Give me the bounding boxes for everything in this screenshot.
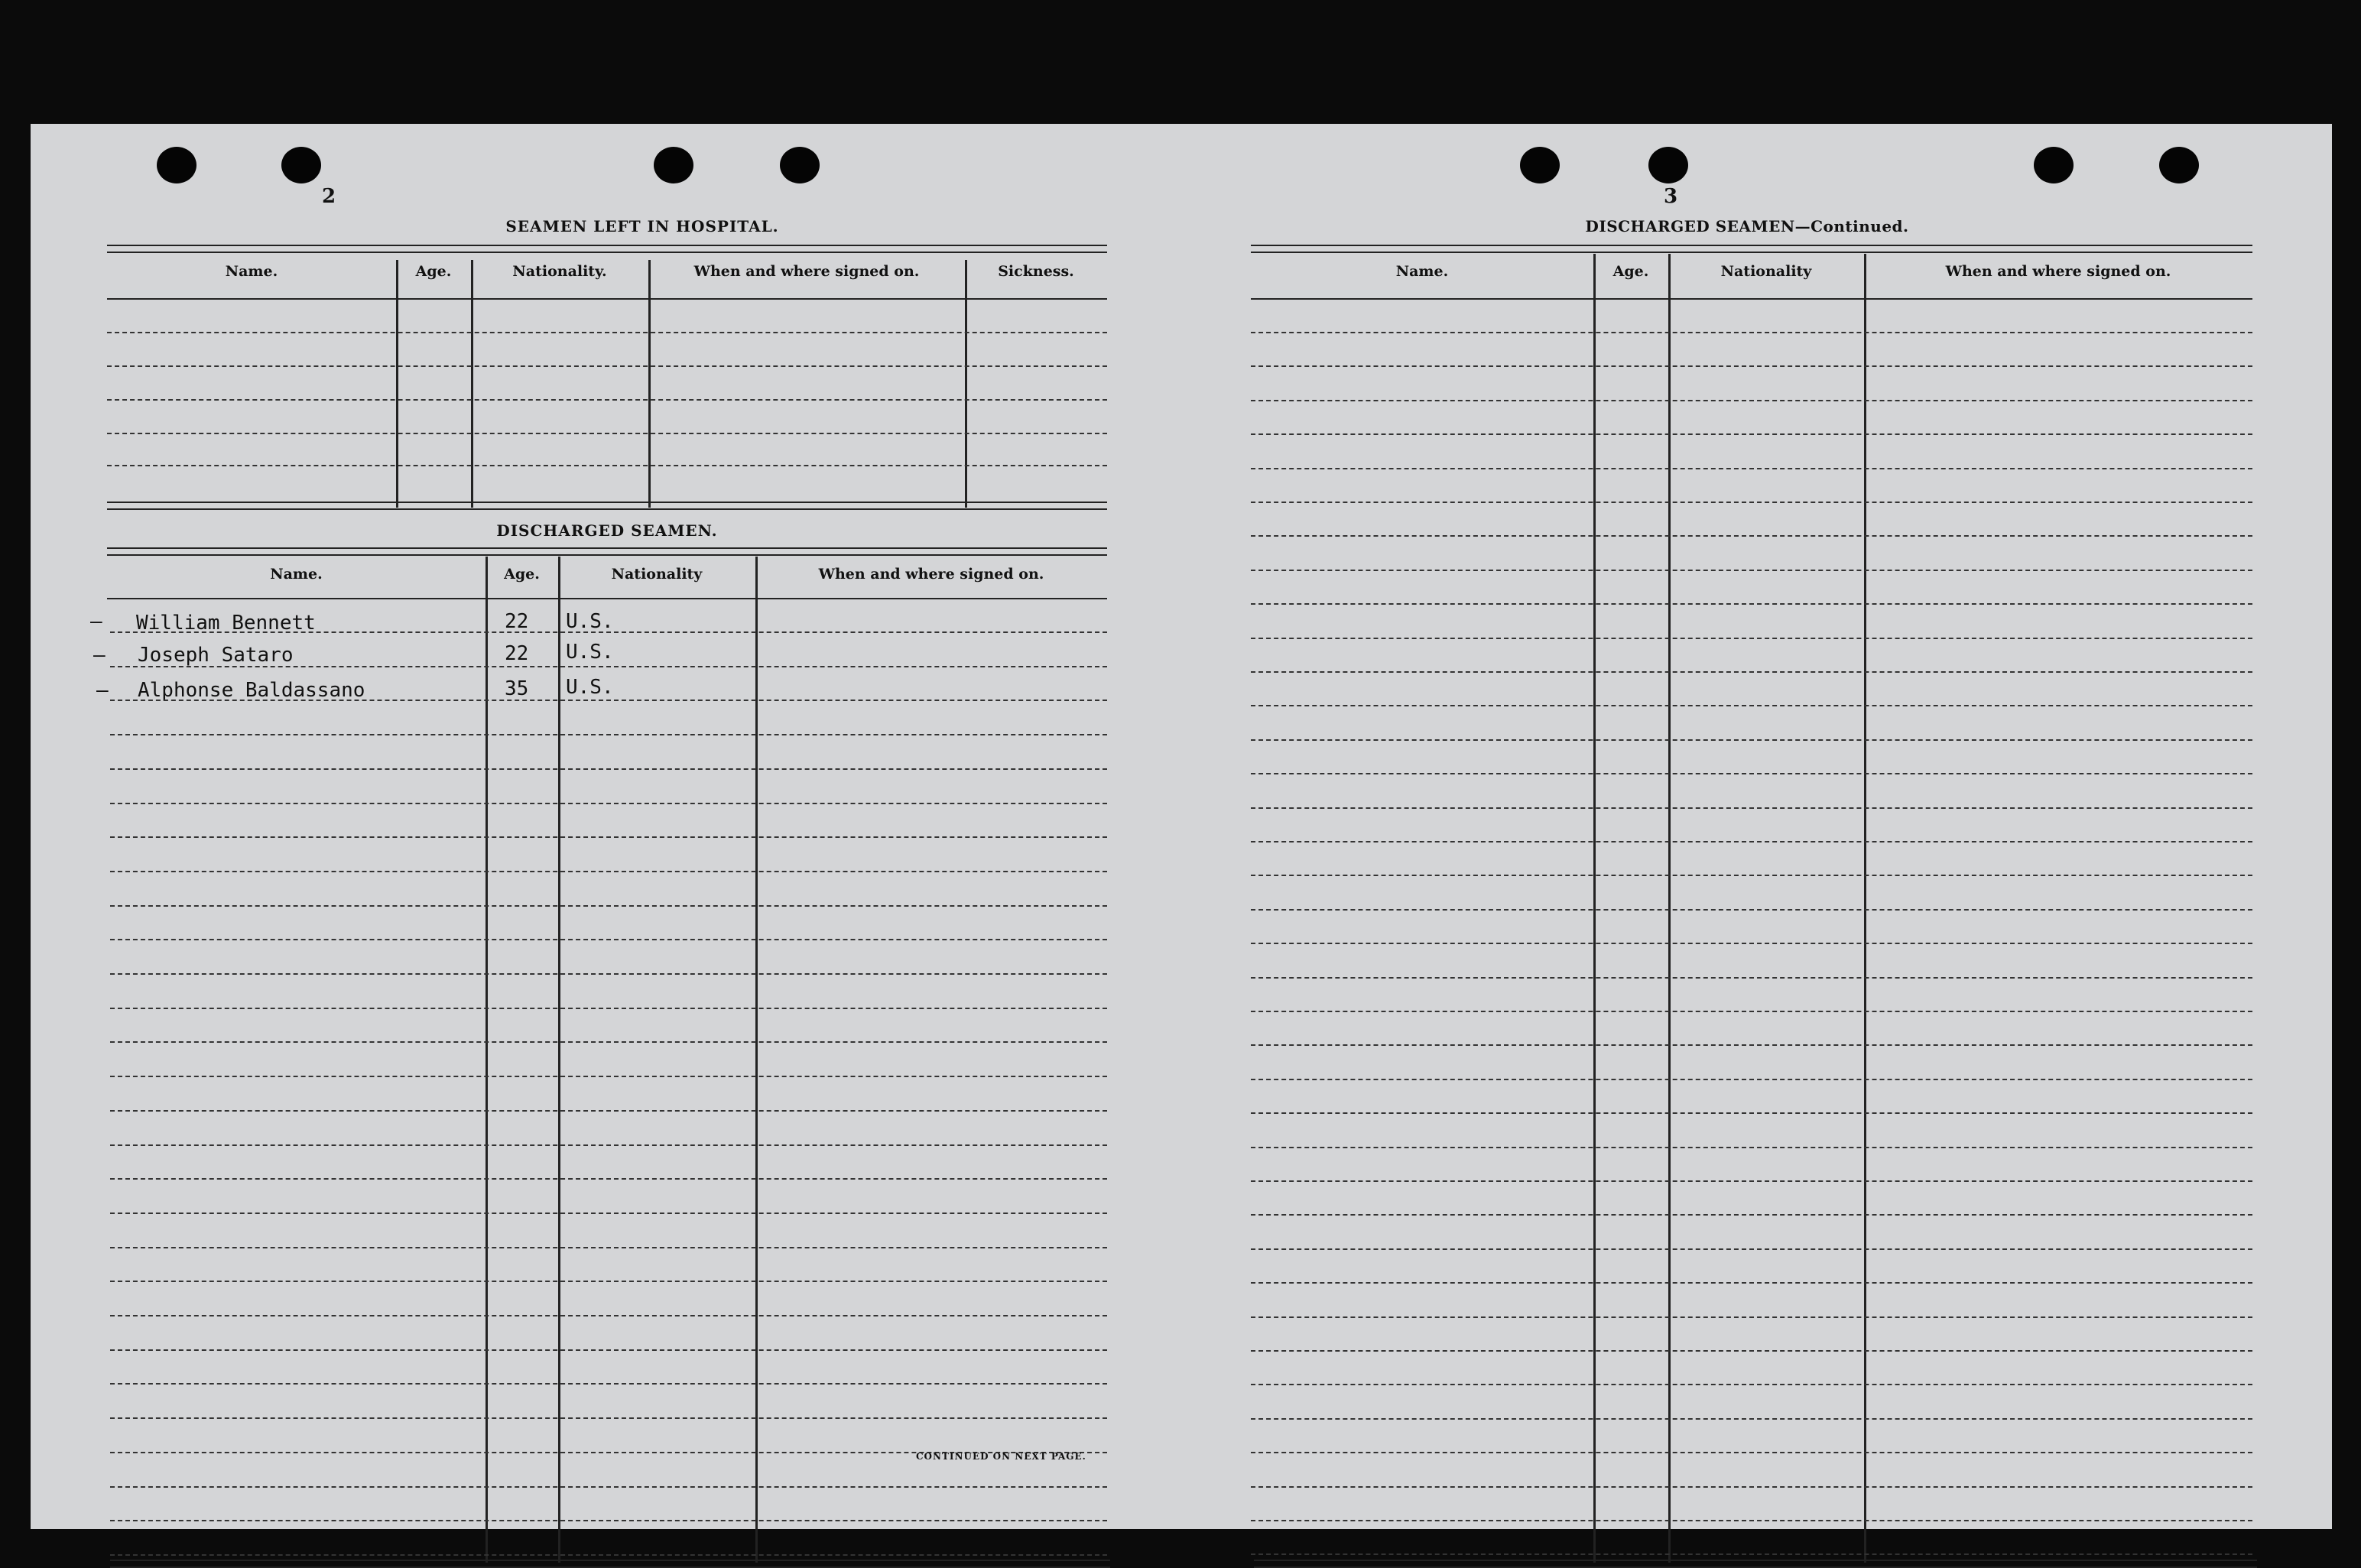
row-line (110, 631, 1107, 633)
header-rule (1251, 298, 2252, 300)
row-line (1251, 977, 2252, 979)
row-line (1251, 1350, 2252, 1352)
row-line (1251, 807, 2252, 809)
row-line (1251, 1214, 2252, 1216)
row-line (110, 1178, 1107, 1180)
row-line (110, 1417, 1107, 1419)
row-line (110, 1349, 1107, 1351)
row-line (110, 1247, 1107, 1248)
punch-hole (1520, 147, 1560, 183)
row-line (110, 836, 1107, 838)
table-bottom-rule (110, 1560, 1110, 1568)
row-line (110, 666, 1107, 667)
row-line (1251, 1452, 2252, 1453)
header-rule (107, 598, 1107, 599)
punch-hole (157, 147, 196, 183)
row-line (1251, 1180, 2252, 1182)
row-line (1251, 535, 2252, 537)
seaman-name: Alphonse Baldassano (138, 679, 365, 702)
page-number: 2 (321, 185, 336, 208)
row-line (1251, 1418, 2252, 1420)
col-header-signed-on: When and where signed on. (1945, 263, 2171, 280)
row-line (1251, 1553, 2252, 1555)
column-divider (755, 557, 758, 1563)
row-line (1251, 875, 2252, 876)
row-line (1251, 365, 2252, 367)
table-bottom-rule (1254, 1560, 2257, 1568)
row-line (1251, 1384, 2252, 1385)
col-header-sickness: Sickness. (998, 263, 1074, 280)
row-line (110, 1486, 1107, 1488)
hospital-section-title: SEAMEN LEFT IN HOSPITAL. (505, 217, 779, 235)
row-mark: — (90, 610, 102, 633)
row-line (110, 939, 1107, 940)
row-line (110, 871, 1107, 872)
column-divider (486, 557, 488, 1563)
row-line (110, 803, 1107, 804)
row-line (1251, 502, 2252, 503)
col-header-name: Name. (270, 566, 323, 583)
col-header-name: Name. (225, 263, 278, 280)
row-line (1251, 1044, 2252, 1046)
row-line (1251, 943, 2252, 944)
discharged-continued-title: DISCHARGED SEAMEN—Continued. (1585, 217, 1909, 235)
punch-hole (281, 147, 321, 183)
punch-hole (780, 147, 820, 183)
row-mark: — (93, 644, 106, 667)
document-sheet (31, 124, 2332, 1529)
row-line (110, 1383, 1107, 1385)
seaman-nationality: U.S. (566, 676, 614, 699)
seaman-age: 35 (505, 677, 529, 700)
row-line (1251, 909, 2252, 911)
row-line (110, 973, 1107, 975)
row-line (1251, 705, 2252, 706)
punch-hole (654, 147, 693, 183)
row-line (110, 1520, 1107, 1521)
row-line (1251, 739, 2252, 741)
punch-hole (1648, 147, 1688, 183)
row-line (1251, 1079, 2252, 1080)
discharged-section-title: DISCHARGED SEAMEN. (496, 521, 718, 540)
column-divider (648, 260, 651, 508)
col-header-nationality: Nationality (611, 566, 703, 583)
col-header-nationality: Nationality. (512, 263, 607, 280)
row-line (110, 1315, 1107, 1316)
column-divider (1668, 254, 1671, 1563)
row-line (110, 1110, 1107, 1112)
row-line (107, 332, 1107, 333)
right-page (1177, 124, 2332, 1529)
row-line (1251, 603, 2252, 605)
column-divider (965, 260, 967, 508)
column-divider (558, 557, 560, 1563)
row-line (1251, 1486, 2252, 1488)
row-line (1251, 433, 2252, 435)
row-line (1251, 1520, 2252, 1521)
row-line (1251, 400, 2252, 401)
row-line (1251, 1112, 2252, 1114)
row-line (110, 905, 1107, 907)
table-top-rule (107, 245, 1107, 253)
col-header-age: Age. (504, 566, 540, 583)
row-line (1251, 1316, 2252, 1318)
continued-note: CONTINUED ON NEXT PAGE. (916, 1451, 1086, 1462)
row-line (110, 1213, 1107, 1214)
row-line (1251, 1282, 2252, 1284)
row-line (107, 365, 1107, 367)
column-divider (1864, 254, 1866, 1563)
row-line (1251, 1011, 2252, 1012)
row-line (110, 1281, 1107, 1282)
col-header-signed-on: When and where signed on. (818, 566, 1044, 583)
column-divider (471, 260, 473, 508)
seaman-name: William Bennett (136, 612, 316, 635)
column-divider (396, 260, 398, 508)
row-line (1251, 671, 2252, 673)
row-line (107, 399, 1107, 401)
row-line (107, 465, 1107, 466)
punch-hole (2159, 147, 2199, 183)
seaman-age: 22 (505, 642, 529, 665)
row-line (1251, 773, 2252, 774)
row-line (1251, 332, 2252, 333)
page-number: 3 (1663, 185, 1678, 208)
punch-hole (2034, 147, 2074, 183)
row-line (1251, 841, 2252, 842)
col-header-name: Name. (1395, 263, 1449, 280)
row-line (110, 768, 1107, 770)
row-line (1251, 570, 2252, 571)
col-header-signed-on: When and where signed on. (693, 263, 920, 280)
left-page (31, 124, 1177, 1529)
header-rule (107, 298, 1107, 300)
column-divider (1593, 254, 1596, 1563)
col-header-age: Age. (415, 263, 452, 280)
row-line (1251, 468, 2252, 469)
row-mark: — (96, 679, 109, 702)
row-line (1251, 1248, 2252, 1250)
table-bottom-rule (107, 502, 1107, 510)
row-line (1251, 638, 2252, 639)
row-line (107, 433, 1107, 434)
row-line (110, 1554, 1107, 1556)
col-header-nationality: Nationality (1720, 263, 1812, 280)
table-top-rule (107, 547, 1107, 556)
seaman-name: Joseph Sataro (138, 644, 294, 667)
row-line (110, 1076, 1107, 1077)
table-top-rule (1251, 245, 2252, 253)
seaman-nationality: U.S. (566, 641, 614, 664)
row-line (1251, 1147, 2252, 1148)
row-line (110, 734, 1107, 735)
seaman-age: 22 (505, 610, 529, 633)
col-header-age: Age. (1612, 263, 1649, 280)
row-line (110, 1008, 1107, 1009)
row-line (110, 1041, 1107, 1043)
row-line (110, 1144, 1107, 1146)
row-line (110, 700, 1107, 701)
seaman-nationality: U.S. (566, 610, 614, 633)
